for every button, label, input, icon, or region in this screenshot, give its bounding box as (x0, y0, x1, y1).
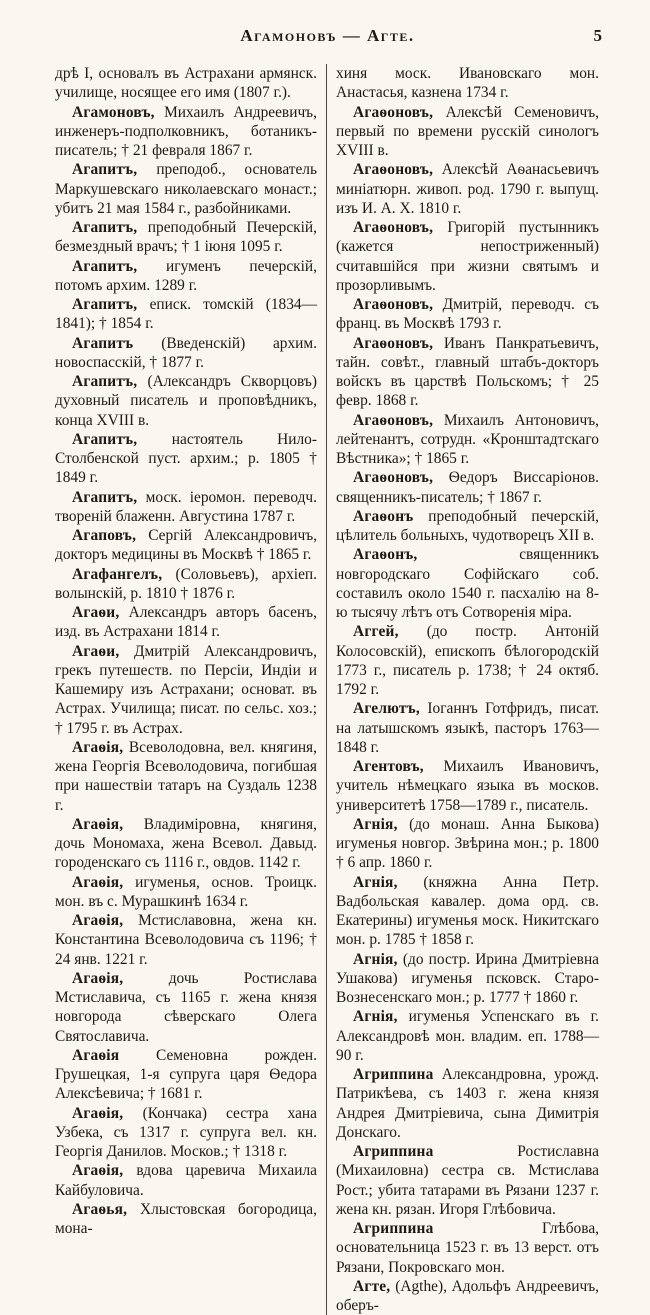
entry-headword: Агапитъ, (72, 161, 157, 179)
entry-text: (Кончака) сестра хана Узбека, съ 1317 г. супруга вел. кн. Георгія Данилов. Москов.; † 1318 г. (55, 1104, 317, 1160)
entry-headword: Агте, (353, 1277, 396, 1295)
dictionary-entry (55, 1104, 317, 1162)
entry-text: (Соловьевъ), архіеп. волынскій, р. 1810 † 1876 г. (55, 565, 317, 602)
entry-headword: Агапитъ, (72, 488, 146, 506)
entry-headword: Агаѳоновъ, (353, 103, 446, 121)
entry-headword: Агаѳоновъ, (353, 296, 443, 313)
dictionary-entry (55, 64, 317, 103)
dictionary-entry (55, 1161, 317, 1200)
dictionary-entry (336, 64, 599, 103)
entry-headword: Агриппина (353, 1220, 542, 1237)
entry-headword: Агаѳоновъ, (353, 411, 444, 429)
dictionary-entry (55, 873, 317, 912)
entry-text: Мстиславовна, жена кн. Константина Всеволодовича съ 1196; † 24 янв. 1221 г. (55, 912, 317, 968)
dictionary-entry (336, 103, 599, 161)
entry-text: священникъ новгородскаго Софійскаго соб. составилъ около 1540 г. пасхалію на 8-ю тысячу лѣтъ отъ Сотворенія міра. (336, 546, 599, 621)
entry-text: Дмитрій Александровичъ, грекъ путешеств. по Персіи, Индіи и Кашемиру изъ Астрахани; основат. въ Астрах. Училища; писат. по сельс. хоз.; † 1795 г. въ Астрах. (55, 642, 317, 737)
entry-headword: Агаѳія, (72, 912, 139, 929)
entry-text: (Agthe), Адольфъ Андреевичъ, оберъ- (336, 1277, 600, 1314)
entry-text: еписк. томскій (1834— 1841); † 1854 г. (55, 296, 317, 333)
entry-text: (Введенскій) архим. новоспасскій, † 1877 г. (55, 334, 317, 371)
entry-text: Глѣбова, основательница 1523 г. въ 13 верст. отъ Рязани, Покровскаго мон. (336, 1220, 599, 1276)
entry-text: игуменья Успенскаго въ г. Александровѣ мон. владим. еп. 1788—90 г. (336, 1008, 600, 1064)
entry-text: Михаилъ Ивановичъ, учитель нѣмецкаго языка въ москов. университетѣ 1758—1789 г., писатель. (336, 758, 599, 814)
entry-headword: Агентовъ, (353, 758, 444, 775)
entry-text: моск. іеромон. переводч. твореній блаженн. Августина 1787 г. (55, 488, 318, 525)
entry-headword: Агаѳи, (72, 604, 129, 621)
dictionary-entry (55, 1200, 317, 1239)
entry-text: Семеновна рожден. Грушецкая, 1-я супруга царя Ѳедора Алексѣевича; † 1681 г. (55, 1046, 317, 1103)
entry-text: дочь Ростислава Мстиславича, съ 1165 г. жена князя новгорода сѣверскаго Олега Святославича. (55, 969, 317, 1045)
entry-text: Григорій пустынникъ (кажется непостриженный) считавшійся при жизни святымъ и прозорливымъ. (336, 219, 599, 294)
entry-headword: Агнія, (353, 1008, 409, 1026)
entry-text: Іоганнъ Готфридъ, писат. на латышскомъ языкѣ, пасторъ 1763—1848 г. (336, 700, 599, 756)
entry-headword: Агапитъ, (72, 430, 172, 448)
entry-headword: Агнія, (353, 950, 403, 968)
dictionary-entry (55, 334, 317, 373)
dictionary-entry (336, 160, 599, 218)
entry-headword: Агаѳонъ, (353, 546, 520, 564)
dictionary-entry (55, 815, 317, 873)
dictionary-entry (55, 160, 317, 218)
dictionary-entry (336, 334, 599, 411)
entry-text: Иванъ Панкратьевичъ, тайн. совѣт., главный штабъ-докторъ войскъ въ царствѣ Польскомъ; † 25 февр. 1868 г. (336, 334, 600, 410)
entry-text: (до монаш. Анна Быкова) игуменья новгор. Звѣрина мон.; р. 1800 † 6 апр. 1860 г. (336, 815, 600, 872)
entry-headword: Агаѳонъ (353, 507, 429, 525)
dictionary-entry (55, 969, 317, 1046)
entry-text: преподобный печерскій, цѣлитель больныхъ, чудотворецъ XII в. (336, 507, 599, 544)
dictionary-entry (336, 699, 599, 757)
dictionary-entry (55, 372, 317, 430)
entry-text: (княжна Анна Петр. Вадбольская кавалер. дома орд. св. Екатерины) игуменья моск. Никитскаго мон. р. 1785 † 1858 г. (336, 873, 600, 949)
entry-headword: Агаѳія (72, 1046, 156, 1064)
column-right (327, 64, 599, 1315)
entry-text: Александръ авторъ басенъ, изд. въ Астрахани 1814 г. (55, 604, 317, 641)
dictionary-entry (336, 218, 599, 295)
entry-headword: Агапитъ, (72, 219, 148, 236)
dictionary-entry (336, 1219, 599, 1277)
entry-headword: Агаѳоновъ, (353, 219, 448, 236)
entry-text: Ростиславна (Михаиловна) сестра св. Мстислава Рост.; убита татарами въ Рязани 1237 г. жена кн. рязан. Игоря Глѣбовича. (336, 1143, 599, 1218)
entry-headword: Агаѳія, (72, 1104, 143, 1122)
dictionary-entry (55, 1046, 317, 1104)
entry-text: вдова царевича Михаила Кайбуловича. (55, 1162, 317, 1199)
dictionary-entry (336, 468, 599, 507)
entry-headword: Агапитъ, (72, 296, 150, 313)
dictionary-entry (336, 622, 599, 699)
entry-headword: Агаѳія, (72, 873, 136, 891)
dictionary-entry (55, 430, 317, 488)
entry-text: Михаилъ Антоновичъ, лейтенантъ, сотрудн. «Кронштадтскаго Вѣстника»; † 1865 г. (336, 411, 599, 467)
entry-text: настоятель Нило-Столбенской пуст. архим.; р. 1805 † 1849 г. (55, 430, 317, 487)
entry-text: Сергій Александровичъ, докторъ медицины въ Москвѣ † 1865 г. (55, 527, 317, 564)
entry-text: преподобный Печерскій, безмездный врачъ; † 1 іюня 1095 г. (55, 219, 317, 256)
column-left (55, 64, 327, 1315)
dictionary-entry (55, 103, 317, 161)
entry-headword: Агаѳоновъ, (353, 334, 444, 352)
entry-text: хиня моск. Ивановскаго мон. Анастасья, казнена 1734 г. (336, 65, 599, 102)
entry-text: Алексѣй Аѳанасьевичъ миніатюрн. живоп. род. 1790 г. выпущ. изъ И. А. Х. 1810 г. (336, 161, 599, 217)
entry-headword: Агриппина (353, 1143, 518, 1160)
entry-text: Хлыстовская богородица, мона- (55, 1200, 317, 1237)
text-columns (55, 64, 600, 1315)
entry-headword: Агаѳоновъ, (353, 469, 449, 487)
dictionary-entry (55, 257, 317, 296)
entry-headword: Агаповъ, (72, 527, 149, 544)
dictionary-entry (55, 295, 317, 334)
entry-text: (до постр. Ирина Дмитріевна Ушакова) игуменья псковск. Старо-Вознесенскаго мон.; р. 1777 † 1860 г. (336, 950, 600, 1006)
dictionary-entry (336, 815, 599, 873)
entry-text: Александровна, урожд. Патрикѣева, съ 1403 г. жена князя Андрея Дмитріевича, сына Димитрія Донскаго. (336, 1066, 599, 1141)
entry-text: игуменья, основ. Троицк. мон. въ с. Мурашкинѣ 1634 г. (55, 873, 317, 910)
entry-headword: Агаѳія, (72, 1162, 137, 1180)
dictionary-entry (55, 526, 317, 565)
entry-headword: Агаѳія, (72, 815, 144, 833)
dictionary-entry (336, 1277, 599, 1315)
dictionary-entry (336, 757, 599, 815)
entry-text: Михаилъ Андреевичъ, инженеръ-подполковникъ, ботаникъ-писатель; † 21 февраля 1867 г. (55, 103, 317, 159)
dictionary-entry (336, 545, 599, 622)
entry-text: Алексѣй Семеновичъ, первый по времени русскій синологъ XVIII в. (336, 103, 599, 159)
dictionary-entry (336, 873, 599, 950)
dictionary-entry (55, 642, 317, 738)
page-number: 5 (593, 26, 602, 45)
entry-headword: Агнія, (353, 815, 410, 833)
entry-headword: Агапитъ (72, 334, 162, 352)
page-header-title: Агамоновъ — Агте. (240, 26, 415, 45)
dictionary-entry (55, 565, 317, 604)
dictionary-entry (336, 950, 599, 1008)
entry-text: дрѣ I, основалъ въ Астрахани армянск. училище, носящее его имя (1807 г.). (55, 65, 317, 102)
entry-headword: Агапитъ, (72, 257, 167, 275)
entry-text: Ѳедоръ Виссаріонов. священникъ-писатель; † 1867 г. (336, 469, 599, 506)
dictionary-entry (55, 218, 317, 257)
entry-text: Всеволодовна, вел. княгиня, жена Георгія Всеволодовича, погибшая при нашествіи татаръ на Суздаль 1238 г. (55, 738, 317, 814)
dictionary-entry (336, 411, 599, 469)
entry-headword: Агафангелъ, (72, 565, 176, 583)
entry-headword: Агапитъ, (72, 373, 148, 390)
dictionary-entry (336, 295, 599, 334)
dictionary-entry (336, 1065, 599, 1142)
dictionary-entry (336, 1007, 599, 1065)
entry-text: (Александръ Скворцовъ) духовный писатель и проповѣдникъ, конца XVIII в. (55, 373, 317, 429)
entry-headword: Аггей, (353, 623, 427, 641)
dictionary-entry (55, 488, 317, 527)
entry-text: Владиміровна, княгиня, дочь Мономаха, жена Всевол. Давыд. городенскаго съ 1116 г., овдов. 1142 г. (55, 815, 317, 872)
dictionary-entry (336, 507, 599, 546)
entry-headword: Агамоновъ, (72, 103, 165, 121)
entry-headword: Агриппина (353, 1066, 442, 1083)
dictionary-entry (336, 1142, 599, 1219)
entry-headword: Агаѳія, (72, 969, 169, 987)
entry-headword: Агелютъ, (353, 700, 428, 718)
entry-text: игуменъ печерскій, потомъ архим. 1289 г. (55, 257, 318, 294)
dictionary-entry (55, 911, 317, 969)
entry-headword: Агаѳія, (72, 738, 129, 756)
entry-headword: Агаѳья, (72, 1200, 140, 1218)
entry-text: (до постр. Антоній Колосовскій), епископъ бѣлогородскій 1773 г., писатель р. 1738; † 24 октяб. 1792 г. (336, 623, 599, 698)
dictionary-entry (55, 738, 317, 815)
entry-headword: Агаѳи, (72, 642, 134, 660)
page-header (55, 26, 600, 60)
entry-headword: Агаѳоновъ, (353, 161, 442, 179)
dictionary-entry (55, 603, 317, 642)
entry-headword: Агнія, (353, 873, 424, 891)
entry-text: Дмитрій, переводч. съ франц. въ Москвѣ 1793 г. (336, 296, 599, 333)
entry-text: преподоб., основатель Маркушевскаго николаевскаго монаст.; убитъ 21 мая 1584 г., разбойниками. (55, 161, 318, 217)
